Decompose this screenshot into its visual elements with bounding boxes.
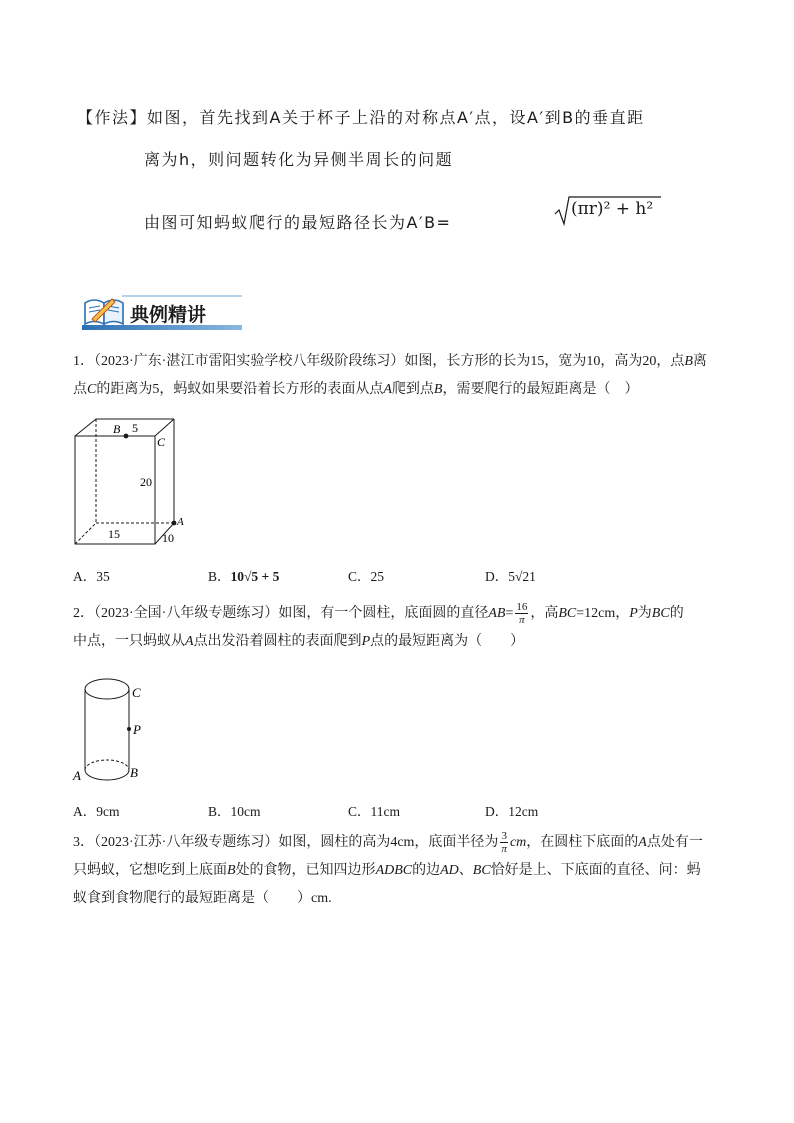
var-ad: AD <box>440 863 459 878</box>
option-letter: A． <box>73 804 97 819</box>
label-p: P <box>133 722 141 737</box>
question-2-text-1b: ，高 <box>530 606 559 621</box>
label-a: A <box>73 768 81 783</box>
question-3-line-2 <box>73 857 733 885</box>
option-value: 10√5 + 5 <box>230 569 280 584</box>
question-3-text-2a: 只蚂蚁，它想吃到上底面 <box>73 863 227 878</box>
question-source: （2023·全国·八年级专题练习） <box>94 606 279 621</box>
method-line-2: 离为h，则问题转化为异侧半周长的问题 <box>144 150 454 169</box>
question-1-line-2 <box>73 376 733 404</box>
question-1-text-2c: 爬到点 <box>391 382 434 397</box>
option-value: 11cm <box>370 804 401 819</box>
question-2-figure <box>70 672 160 791</box>
label-b: B <box>113 422 121 436</box>
question-3-text-2d: 、 <box>458 863 473 878</box>
question-1-text-2b: 的距离为5，蚂蚁如果要沿着长方形的表面从点 <box>96 382 384 397</box>
question-2-text-1a: 如图，有一个圆柱，底面圆的直径 <box>278 606 489 621</box>
question-2-text-2c: 点的最短距离为（ ） <box>370 634 525 649</box>
fraction-numerator: 3 <box>501 830 507 843</box>
question-3-line-1 <box>73 829 733 857</box>
question-source: （2023·广东·湛江市雷阳实验学校八年级阶段练习） <box>94 354 405 369</box>
var-c: C <box>87 382 97 397</box>
section-title: 典例精讲 <box>130 304 207 326</box>
label-c: C <box>132 685 141 700</box>
q2-option-d[interactable] <box>485 800 538 820</box>
var-b: B <box>684 354 693 369</box>
var-p: P <box>361 634 371 649</box>
question-number: 3． <box>73 835 94 850</box>
shortest-path-formula <box>553 194 663 232</box>
var-ab: AB <box>488 606 506 621</box>
var-bc: BC <box>472 863 491 878</box>
question-3-line-3: 蚁食到食物爬行的最短距离是（ ）cm. <box>73 891 332 906</box>
point-a <box>172 521 177 526</box>
question-3-text-2c: 的边 <box>412 863 441 878</box>
question-2-text-1c: =12cm， <box>576 606 630 621</box>
method-text-1: 如图，首先找到A关于杯子上沿的对称点A′点，设A′到B的垂直距 <box>147 108 645 127</box>
q2-option-c[interactable] <box>348 800 400 820</box>
option-value: 5√21 <box>508 569 536 584</box>
question-2-text-2a: 中点，一只蚂蚁从 <box>73 634 185 649</box>
cylinder-diagram <box>70 672 160 787</box>
q2-option-b[interactable] <box>208 800 261 820</box>
question-source: （2023·江苏·八年级专题练习） <box>94 835 279 850</box>
section-header <box>82 291 242 335</box>
equals-sign: = <box>505 606 514 621</box>
option-letter: D． <box>485 804 509 819</box>
option-letter: B． <box>208 569 231 584</box>
question-2-text-1d: 为 <box>637 606 652 621</box>
question-2-line-2 <box>73 628 733 656</box>
unit-cm: cm <box>509 835 527 850</box>
method-bracket: 【作法】 <box>77 108 148 127</box>
q1-option-b[interactable] <box>208 565 279 585</box>
var-adbc: ADBC <box>375 863 413 878</box>
var-p: P <box>629 606 638 621</box>
fraction-numerator: 16 <box>516 601 528 614</box>
question-2-line-1 <box>73 600 733 628</box>
question-1-text-2d: ，需要爬行的最短距离是（ ） <box>442 382 639 397</box>
q1-option-a[interactable] <box>73 565 110 585</box>
var-b: B <box>227 863 236 878</box>
q2-option-a[interactable] <box>73 800 120 820</box>
fraction-16-over-pi <box>515 601 528 626</box>
var-a: A <box>383 382 392 397</box>
option-letter: C． <box>348 569 371 584</box>
option-letter: A． <box>73 569 97 584</box>
label-20: 20 <box>140 475 152 489</box>
question-3-text-1b: ，在圆柱下底面的 <box>526 835 639 850</box>
question-1-text-1b: 离 <box>692 354 707 369</box>
question-1-line-1 <box>73 348 733 376</box>
question-2-text-2b: 点出发沿着圆柱的表面爬到 <box>193 634 362 649</box>
question-2-text-1e: 的 <box>669 606 684 621</box>
point-b <box>124 434 129 439</box>
fraction-denominator: π <box>519 614 525 627</box>
var-a: A <box>185 634 194 649</box>
option-value: 35 <box>96 569 110 584</box>
option-value: 9cm <box>96 804 120 819</box>
label-15: 15 <box>108 527 120 541</box>
question-3-text <box>73 829 733 913</box>
label-10: 10 <box>162 531 174 545</box>
question-2-text <box>73 600 733 656</box>
label-b: B <box>130 765 138 780</box>
option-value: 25 <box>370 569 385 584</box>
question-3-text-1c: 点处有一 <box>646 835 703 850</box>
option-letter: C． <box>348 804 371 819</box>
fraction-denominator: π <box>501 843 507 856</box>
cuboid-diagram <box>66 414 196 549</box>
option-letter: B． <box>208 804 231 819</box>
question-3-text-2e: 恰好是上、下底面的直径、问：蚂 <box>490 863 701 878</box>
method-line-1 <box>77 105 645 128</box>
label-a: A <box>177 516 184 528</box>
point-p <box>127 727 131 731</box>
formula-radicand: (πr)² + h² <box>571 199 654 219</box>
option-value: 10cm <box>230 804 261 819</box>
option-value: 12cm <box>508 804 539 819</box>
q1-option-c[interactable] <box>348 565 384 585</box>
var-b: B <box>433 382 443 397</box>
label-5: 5 <box>132 421 138 435</box>
question-number: 2． <box>73 606 94 621</box>
var-bc: BC <box>558 606 577 621</box>
question-1-text <box>73 348 733 404</box>
fraction-3-over-pi <box>500 830 508 855</box>
question-3-text-1a: 如图，圆柱的高为4cm，底面半径为 <box>278 835 499 850</box>
option-letter: D． <box>485 569 509 584</box>
q1-option-d[interactable] <box>485 565 536 585</box>
question-1-text-1: 如图，长方形的长为15，宽为10，高为20，点 <box>404 354 685 369</box>
question-number: 1． <box>73 354 94 369</box>
method-line-3: 由图可知蚂蚁爬行的最短路径长为A′B= <box>144 213 452 232</box>
var-a: A <box>638 835 647 850</box>
var-bc: BC <box>651 606 670 621</box>
question-1-text-2a: 点 <box>73 382 87 397</box>
label-c: C <box>157 435 166 449</box>
question-1-figure <box>66 414 196 553</box>
question-3-text-2b: 处的食物，已知四边形 <box>235 863 376 878</box>
